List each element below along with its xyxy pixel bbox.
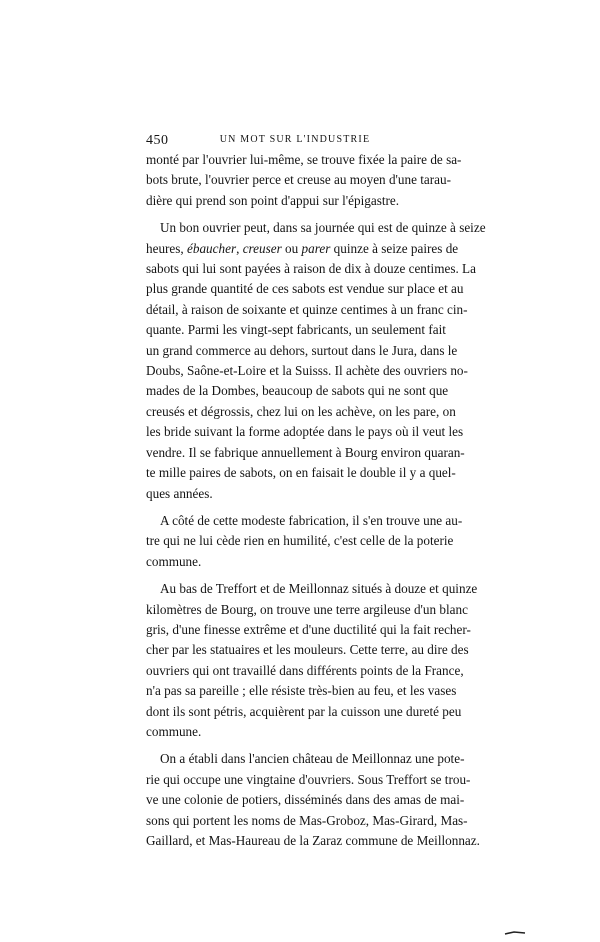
text-run: commune.	[146, 723, 202, 739]
text-line	[146, 702, 462, 722]
text-line	[146, 170, 452, 190]
text-line	[146, 831, 480, 851]
text-line	[146, 361, 468, 381]
text-line	[146, 552, 414, 572]
text-run: ques années.	[146, 485, 213, 501]
text-line	[146, 381, 449, 401]
italic-term: creuser	[242, 240, 282, 256]
text-run: commune.	[146, 553, 202, 569]
text-run: sabots qui lui sont payées à raison de dix à douze centimes. La	[146, 261, 476, 277]
text-line	[146, 811, 468, 831]
text-run: heures,	[146, 240, 188, 256]
paragraph	[146, 511, 463, 572]
text-run: ve une colonie de potiers, disséminés dans des amas de mai-	[146, 792, 465, 808]
body-text	[146, 150, 486, 851]
text-run: mades de la Dombes, beaucoup de sabots qui ne sont que	[146, 383, 449, 399]
text-line	[146, 531, 454, 551]
text-run: détail, à raison de soixante et quinze centimes à un franc cin-	[146, 301, 468, 317]
text-line	[146, 722, 414, 742]
text-line	[146, 443, 465, 463]
text-line	[146, 279, 464, 299]
text-line	[146, 579, 478, 599]
text-line	[146, 402, 456, 422]
text-run: monté par l'ouvrier lui-même, se trouve fixée la paire de sa-	[146, 152, 462, 167]
text-run: dière qui prend son point d'appui sur l'épigastre.	[146, 192, 400, 208]
text-run: cher par les statuaires et les mouleurs. Cette terre, au dire des	[146, 642, 469, 658]
text-run: n'a pas sa pareille ; elle résiste très-bien au feu, et les vases	[146, 683, 457, 699]
text-line	[146, 511, 463, 531]
paragraph	[146, 150, 462, 211]
text-run: bots brute, l'ouvrier perce et creuse au moyen d'une tarau-	[146, 172, 452, 188]
running-header	[146, 133, 414, 149]
text-run: quinze à seize paires de	[330, 240, 459, 256]
text-run: ou	[281, 240, 302, 256]
text-line	[146, 341, 458, 361]
italic-term: parer	[301, 240, 331, 256]
text-line	[146, 259, 476, 279]
page-number: 450	[146, 133, 169, 148]
text-run: gris, d'une finesse extrême et d'une ductilité qui la fait recher-	[146, 621, 471, 637]
text-run: quante. Parmi les vingt-sept fabricants, un seulement fait	[146, 322, 446, 338]
text-run: Au bas de Treffort et de Meillonnaz situés à douze et quinze	[160, 581, 478, 597]
text-line	[146, 640, 469, 660]
text-line	[146, 620, 471, 640]
text-line	[146, 191, 414, 211]
text-run: ouvriers qui ont travaillé dans différents points de la France,	[146, 662, 464, 678]
text-run: Gaillard, et Mas-Haureau de la Zaraz commune de Meillonnaz.	[146, 833, 480, 848]
text-line	[146, 320, 446, 340]
text-run: On a établi dans l'ancien château de Meillonnaz une pote-	[160, 751, 465, 767]
text-line	[146, 681, 457, 701]
text-run: te mille paires de sabots, on en faisait le double il y a quel-	[146, 465, 456, 481]
text-run: ,	[236, 240, 243, 256]
text-run: rie qui occupe une vingtaine d'ouvriers. Sous Treffort se trou-	[146, 771, 471, 787]
text-line	[146, 300, 468, 320]
italic-term: ébaucher	[187, 240, 237, 256]
text-run: Doubs, Saône-et-Loire et la Suisss. Il achète des ouvriers no-	[146, 363, 468, 379]
text-line	[146, 239, 459, 259]
text-line	[146, 484, 414, 504]
text-run: tre qui ne lui cède rien en humilité, c'est celle de la poterie	[146, 533, 454, 549]
paragraph	[146, 579, 478, 742]
paragraph	[146, 218, 486, 504]
text-line	[146, 749, 465, 769]
text-run: un grand commerce au dehors, surtout dans le Jura, dans le	[146, 342, 458, 358]
text-run: dont ils sont pétris, acquièrent par la cuisson une dureté peu	[146, 703, 462, 719]
text-run: plus grande quantité de ces sabots est vendue sur place et au	[146, 281, 464, 297]
text-line	[146, 422, 464, 442]
text-line	[146, 463, 456, 483]
text-run: sons qui portent les noms de Mas-Groboz, Mas-Girard, Mas-	[146, 812, 468, 828]
text-line	[146, 600, 468, 620]
text-line	[146, 150, 462, 170]
text-run: A côté de cette modeste fabrication, il s'en trouve une au-	[160, 512, 463, 528]
text-run: les bride suivant la forme adoptée dans le pays où il veut les	[146, 424, 464, 440]
text-line	[146, 790, 465, 810]
text-run: kilomètres de Bourg, on trouve une terre argileuse d'un blanc	[146, 601, 468, 617]
text-run: vendre. Il se fabrique annuellement à Bourg environ quaran-	[146, 444, 465, 460]
text-run: Un bon ouvrier peut, dans sa journée qui est de quinze à seize	[160, 220, 486, 236]
text-line	[146, 218, 486, 238]
paragraph	[146, 749, 480, 851]
text-line	[146, 770, 471, 790]
text-line	[146, 661, 464, 681]
text-run: creusés et dégrossis, chez lui on les achève, on les pare, on	[146, 403, 456, 419]
printer-mark-icon	[504, 930, 526, 936]
running-title: UN MOT SUR L'INDUSTRIE	[219, 134, 371, 145]
